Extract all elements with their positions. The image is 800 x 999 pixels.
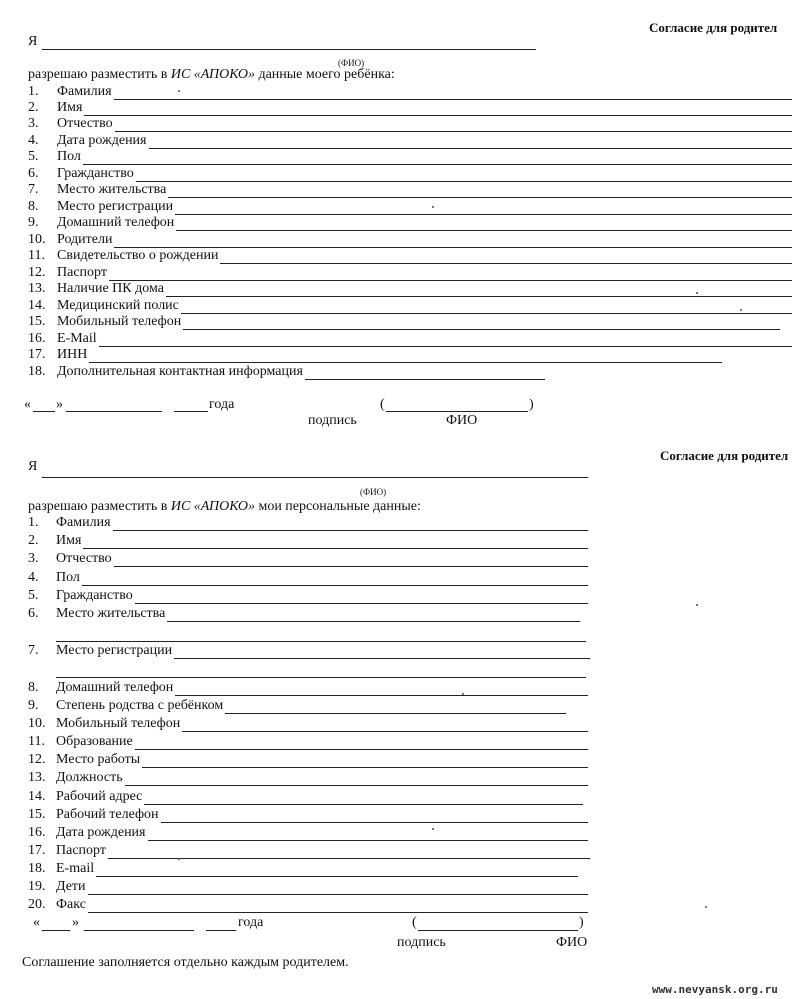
form2-fio-field[interactable]	[42, 477, 588, 478]
form2-item-number: 18.	[28, 861, 46, 876]
form2-ya-label: Я	[28, 459, 38, 474]
form1-intro-prefix: разрешаю разместить в	[28, 67, 171, 82]
form1-item-label: Фамилия	[57, 84, 112, 99]
form2-sign-label: подпись	[397, 935, 446, 950]
form1-item-number: 16.	[28, 331, 46, 346]
form2-item-label: Дети	[56, 879, 86, 894]
form2-item-input-line[interactable]	[135, 749, 588, 750]
form2-date-open: «	[33, 915, 40, 930]
form1-item-label: Отчество	[57, 116, 113, 131]
form1-item-label: Свидетельство о рождении	[57, 248, 219, 263]
form2-fio-caption: (ФИО)	[360, 487, 387, 497]
form1-item-number: 7.	[28, 182, 39, 197]
scan-speck	[178, 90, 180, 92]
form1-item-number: 13.	[28, 281, 46, 296]
form2-item-number: 2.	[28, 533, 39, 548]
form1-item-input-line[interactable]	[175, 214, 792, 215]
form1-item-label: Паспорт	[57, 265, 107, 280]
form1-item-input-line[interactable]	[220, 263, 792, 264]
form2-item-number: 16.	[28, 825, 46, 840]
form1-item-label: Дата рождения	[57, 133, 147, 148]
form1-item-input-line[interactable]	[83, 164, 792, 165]
form2-item-label: Место регистрации	[56, 643, 173, 658]
form1-item-input-line[interactable]	[181, 313, 792, 314]
footer-note: Соглашение заполняется отдельно каждым родителем.	[22, 955, 349, 970]
form2-item-input-line[interactable]	[142, 767, 588, 768]
form2-item-input-line[interactable]	[167, 621, 580, 622]
form1-month-field[interactable]	[66, 411, 162, 412]
form2-item-label: Отчество	[56, 551, 112, 566]
form1-item-label: Родители	[57, 232, 113, 247]
form1-item-label: Имя	[57, 100, 83, 115]
form1-item-input-line[interactable]	[89, 362, 722, 363]
form1-item-label: Место жительства	[57, 182, 167, 197]
form1-item-label: E-Mail	[57, 331, 97, 346]
form1-item-number: 18.	[28, 364, 46, 379]
form1-date-close: »	[56, 397, 63, 412]
form1-item-number: 14.	[28, 298, 46, 313]
form1-item-label: Домашний телефон	[57, 215, 175, 230]
form1-item-input-line[interactable]	[168, 197, 792, 198]
form2-item-input-line[interactable]	[182, 731, 588, 732]
form1-item-number: 2.	[28, 100, 39, 115]
form2-item-label: Пол	[56, 570, 80, 585]
form2-item-label: Паспорт	[56, 843, 106, 858]
form2-item-label: Место жительства	[56, 606, 166, 621]
form2-fio-label: ФИО	[556, 935, 588, 950]
form2-item-number: 7.	[28, 643, 39, 658]
form2-item-number: 13.	[28, 770, 46, 785]
form2-item-number: 5.	[28, 588, 39, 603]
watermark: www.nevyansk.org.ru	[652, 983, 778, 996]
form2-year-word: года	[238, 915, 264, 930]
form2-item-input-line[interactable]	[125, 785, 588, 786]
form2-item-number: 4.	[28, 570, 39, 585]
form1-item-input-line[interactable]	[166, 296, 792, 297]
scan-speck	[740, 309, 742, 311]
form2-item-label: Домашний телефон	[56, 680, 174, 695]
form2-item-input-line[interactable]	[175, 695, 588, 696]
form2-item-input-line[interactable]	[108, 858, 590, 859]
form1-year-word: года	[209, 397, 235, 412]
form2-item-number: 17.	[28, 843, 46, 858]
form2-item-number: 14.	[28, 789, 46, 804]
form2-item-label: Рабочий адрес	[56, 789, 143, 804]
form2-item-number: 1.	[28, 515, 39, 530]
form2-item-label: Имя	[56, 533, 82, 548]
form2-item-input-line[interactable]	[144, 804, 583, 805]
form1-item-input-line[interactable]	[114, 99, 792, 100]
form1-sign-field[interactable]	[386, 411, 528, 412]
form1-item-input-line[interactable]	[176, 230, 792, 231]
form2-item-label: Место работы	[56, 752, 141, 767]
form2-item-input-line[interactable]	[148, 840, 589, 841]
form2-item-input-line[interactable]	[225, 713, 566, 714]
form2-year-field[interactable]	[206, 930, 236, 931]
form2-sign-field[interactable]	[418, 930, 578, 931]
form1-item-number: 3.	[28, 116, 39, 131]
form2-item-input-line[interactable]	[161, 822, 588, 823]
form1-item-number: 15.	[28, 314, 46, 329]
form2-item-label: Мобильный телефон	[56, 716, 181, 731]
form2-day-field[interactable]	[42, 930, 70, 931]
form2-item-number: 15.	[28, 807, 46, 822]
form2-item-number: 6.	[28, 606, 39, 621]
form2-item-label: Рабочий телефон	[56, 807, 159, 822]
form2-month-field[interactable]	[84, 930, 194, 931]
form2-item-label: Образование	[56, 734, 133, 749]
form1-item-number: 6.	[28, 166, 39, 181]
form1-item-number: 5.	[28, 149, 39, 164]
form2-item-input-line-continuation[interactable]	[56, 677, 586, 678]
scan-speck	[432, 206, 434, 208]
form1-item-label: Гражданство	[57, 166, 134, 181]
form1-item-label: Медицинский полис	[57, 298, 179, 313]
form1-item-number: 1.	[28, 84, 39, 99]
form1-item-number: 10.	[28, 232, 46, 247]
form2-item-input-line[interactable]	[83, 548, 588, 549]
form1-item-label: Пол	[57, 149, 81, 164]
form2-item-number: 11.	[28, 734, 45, 749]
scan-speck	[462, 693, 464, 695]
form2-intro	[28, 499, 421, 515]
form1-item-input-line[interactable]	[99, 346, 792, 347]
form2-item-number: 10.	[28, 716, 46, 731]
form2-item-input-line[interactable]	[88, 912, 588, 913]
form1-item-number: 9.	[28, 215, 39, 230]
form1-sign-label: подпись	[308, 413, 357, 428]
form1-day-field[interactable]	[33, 411, 55, 412]
form1-sign-paren-close: )	[529, 397, 534, 412]
form1-fio-caption: (ФИО)	[338, 58, 365, 68]
form2-item-label: Степень родства с ребёнком	[56, 698, 224, 713]
form2-item-number: 8.	[28, 680, 39, 695]
form2-item-label: Дата рождения	[56, 825, 146, 840]
form1-intro-system: ИС «АПОКО»	[170, 67, 255, 82]
scan-speck	[696, 604, 698, 606]
form1-item-number: 17.	[28, 347, 46, 362]
form2-sign-paren-close: )	[579, 915, 584, 930]
form2-title: Согласие для родител	[660, 448, 789, 463]
form1-item-input-line[interactable]	[183, 329, 780, 330]
form2-item-input-line[interactable]	[82, 585, 588, 586]
form1-year-field[interactable]	[174, 411, 208, 412]
form2-sign-paren-open: (	[412, 915, 417, 930]
form2-item-label: Факс	[56, 897, 86, 912]
form1-item-input-line[interactable]	[149, 148, 793, 149]
form1-item-input-line[interactable]	[305, 379, 545, 380]
scan-speck	[432, 828, 434, 830]
form2-item-input-line[interactable]	[174, 658, 590, 659]
form2-intro-prefix: разрешаю разместить в	[28, 499, 171, 514]
form2-intro-suffix: мои персональные данные:	[254, 499, 421, 514]
form1-item-number: 12.	[28, 265, 46, 280]
form2-item-number: 12.	[28, 752, 46, 767]
form2-item-label: Фамилия	[56, 515, 111, 530]
form2-item-number: 3.	[28, 551, 39, 566]
form1-item-number: 8.	[28, 199, 39, 214]
form2-item-label: Гражданство	[56, 588, 133, 603]
form2-item-input-line-continuation[interactable]	[56, 641, 586, 642]
form2-item-input-line[interactable]	[96, 876, 578, 877]
form1-ya-label: Я	[28, 34, 38, 49]
form2-date-close: »	[72, 915, 79, 930]
form2-item-number: 9.	[28, 698, 39, 713]
form2-item-number: 19.	[28, 879, 46, 894]
scan-speck	[696, 292, 698, 294]
form1-fio-field[interactable]	[42, 49, 536, 50]
form1-title: Согласие для родител	[649, 20, 778, 35]
form1-date-open: «	[24, 397, 31, 412]
form1-item-input-line[interactable]	[109, 280, 792, 281]
form1-fio-label: ФИО	[446, 413, 478, 428]
form2-intro-system: ИС «АПОКО»	[170, 499, 255, 514]
form2-item-input-line[interactable]	[88, 894, 588, 895]
scan-speck	[178, 858, 180, 860]
form1-item-label: Наличие ПК дома	[57, 281, 164, 296]
form1-intro	[28, 67, 395, 83]
form2-item-input-line[interactable]	[113, 530, 588, 531]
form2-item-number: 20.	[28, 897, 46, 912]
form1-item-label: ИНН	[57, 347, 88, 362]
form1-item-label: Место регистрации	[57, 199, 174, 214]
form1-sign-paren-open: (	[380, 397, 385, 412]
form1-intro-suffix: данные моего ребёнка:	[254, 67, 395, 82]
form1-item-input-line[interactable]	[136, 181, 792, 182]
form1-item-number: 11.	[28, 248, 45, 263]
form2-item-label: Должность	[56, 770, 123, 785]
form1-item-label: Дополнительная контактная информация	[57, 364, 303, 379]
form1-item-label: Мобильный телефон	[57, 314, 182, 329]
form2-item-input-line[interactable]	[135, 603, 588, 604]
scan-speck	[705, 906, 707, 908]
form1-item-number: 4.	[28, 133, 39, 148]
form2-item-input-line[interactable]	[114, 566, 588, 567]
form1-item-input-line[interactable]	[84, 115, 792, 116]
form2-item-label: E-mail	[56, 861, 95, 876]
form1-item-input-line[interactable]	[115, 131, 792, 132]
